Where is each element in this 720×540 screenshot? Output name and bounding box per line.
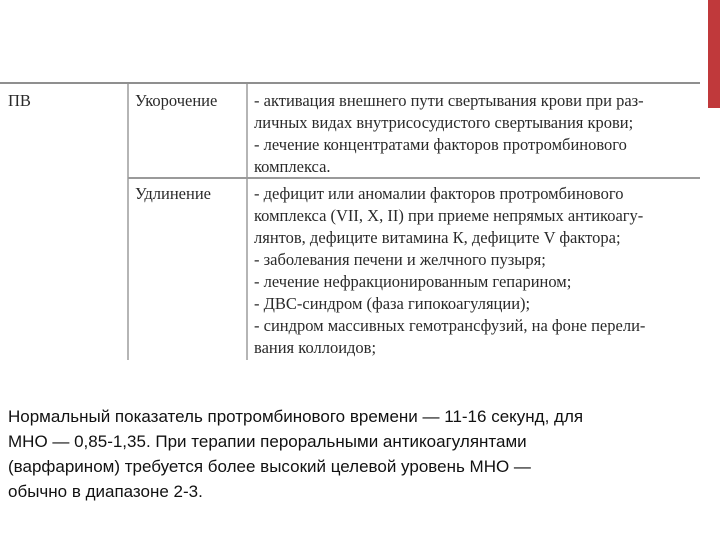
description-line: - заболевания печени и желчного пузыря; xyxy=(254,250,546,269)
description-cell-lengthening xyxy=(254,183,694,359)
description-cell-shortening xyxy=(254,90,694,178)
description-line: лянтов, дефиците витамина К, дефиците V фактора; xyxy=(254,228,621,247)
description-line: - лечение концентратами факторов протромбинового xyxy=(254,135,627,154)
caption-line: обычно в диапазоне 2-3. xyxy=(8,482,203,501)
caption-line: МНО — 0,85-1,35. При терапии пероральными антикоагулянтами xyxy=(8,432,527,451)
description-line: - лечение нефракционированным гепарином; xyxy=(254,272,572,291)
description-line: - дефицит или аномалии факторов протромбинового xyxy=(254,184,624,203)
table-divider-1 xyxy=(127,84,129,360)
table-top-rule xyxy=(0,82,700,84)
change-cell-shortening: Укорочение xyxy=(135,91,218,110)
table-divider-2 xyxy=(246,84,248,360)
change-cell-lengthening: Удлинение xyxy=(135,184,211,203)
caption-text xyxy=(8,404,708,504)
description-line: вания коллоидов; xyxy=(254,338,377,357)
caption-line: Нормальный показатель протромбинового времени — 11-16 секунд, для xyxy=(8,407,584,426)
description-line: комплекса. xyxy=(254,157,331,176)
param-cell: ПВ xyxy=(8,91,31,110)
accent-bar xyxy=(708,0,720,108)
description-line: личных видах внутрисосудистого свертывания крови; xyxy=(254,113,634,132)
pt-table xyxy=(0,82,700,360)
description-line: - активация внешнего пути свертывания крови при раз- xyxy=(254,91,644,110)
description-line: - синдром массивных гемотрансфузий, на фоне перели- xyxy=(254,316,646,335)
caption-line: (варфарином) требуется более высокий целевой уровень МНО — xyxy=(8,457,531,476)
description-line: комплекса (VII, X, II) при приеме непрямых антикоагу- xyxy=(254,206,644,225)
description-line: - ДВС-синдром (фаза гипокоагуляции); xyxy=(254,294,531,313)
